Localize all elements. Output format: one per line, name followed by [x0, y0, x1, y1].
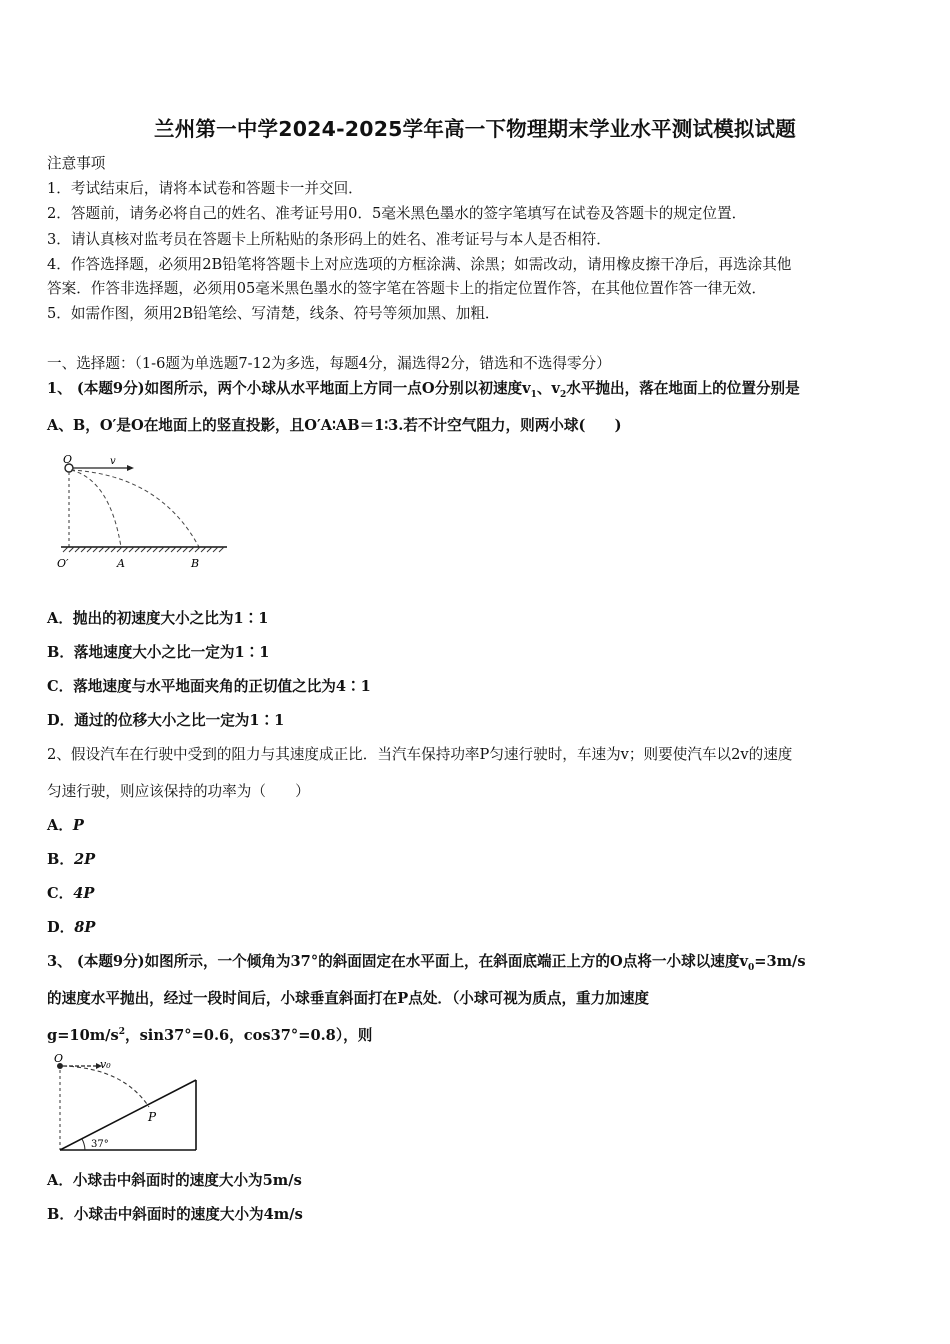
angle-arc [82, 1139, 85, 1150]
q3-sup-2: 2 [118, 1027, 125, 1038]
q2-option-d-label: D． [47, 919, 75, 936]
notice-item-3: 3．请认真核对监考员在答题卡上所粘贴的条形码上的姓名、准考证号与本人是否相符． [47, 231, 611, 248]
notice-item-1: 1．考试结束后，请将本试卷和答题卡一并交回． [47, 180, 363, 197]
q3-stem-line2: 的速度水平抛出，经过一段时间后，小球垂直斜面打在P点处．（小球可视为质点，重力加速度 [47, 990, 650, 1007]
q3-text-a: 3、 (本题9分)如图所示，一个倾角为37°的斜面固定在水平面上，在斜面底端正上方的O点将一小球以速度v [47, 953, 748, 970]
velocity-arrowhead [127, 465, 134, 471]
q3-text-c: g=10m/s [47, 1027, 119, 1044]
q2-option-b [47, 848, 95, 869]
label-angle: 37° [91, 1139, 109, 1150]
q1-stem-line1 [47, 377, 800, 400]
notice-item-5: 5．如需作图，须用2B铅笔绘、写清楚，线条、符号等须加黑、加粗． [47, 305, 500, 322]
trajectory [63, 1066, 149, 1107]
q3-text-b: =3m/s [754, 953, 806, 970]
q1-text-c: 水平抛出，落在地面上的位置分别是 [566, 380, 800, 397]
q3-sub-0: 0 [747, 962, 755, 973]
q3-stem-line1 [47, 950, 806, 973]
q2-option-a-label: A． [47, 817, 73, 834]
q3-option-a: A．小球击中斜面时的速度大小为5m/s [47, 1172, 302, 1189]
q1-text-b: 、v [536, 380, 560, 397]
q3-option-b: B．小球击中斜面时的速度大小为4m/s [47, 1206, 303, 1223]
notice-item-4: 4．作答选择题，必须用2B铅笔将答题卡上对应选项的方框涂满、涂黑；如需改动，请用橡皮擦干净后，再选涂其他 [47, 256, 792, 273]
label-o-prime: O′ [57, 557, 69, 570]
label-o: O [54, 1052, 64, 1065]
q1-stem-line2: A、B，O′是O在地面上的竖直投影，且O′A∶AB＝1∶3.若不计空气阻力，则两小球( ) [47, 417, 622, 434]
q2-option-c-value: 4P [73, 885, 95, 902]
q2-option-a [47, 814, 84, 835]
q2-stem-line2: 匀速行驶，则应该保持的功率为（ ） [47, 783, 310, 800]
label-b: B [191, 557, 200, 570]
q2-option-b-label: B． [47, 851, 74, 868]
label-v0: v₀ [100, 1058, 111, 1071]
notice-item-2: 2．答题前，请务必将自己的姓名、准考证号用0．5毫米黑色墨水的签字笔填写在试卷及答题卡的规定位置． [47, 205, 747, 222]
q2-stem-line1: 2、假设汽车在行驶中受到的阻力与其速度成正比．当汽车保持功率P匀速行驶时，车速为v；则要使汽车以2v的速度 [47, 746, 793, 763]
q1-option-d: D．通过的位移大小之比一定为1∶1 [47, 712, 285, 729]
q2-option-d-value: 8P [74, 919, 96, 936]
label-v: v [110, 456, 116, 467]
q2-option-c [47, 882, 94, 903]
trajectory-b [71, 470, 199, 547]
q1-option-c: C．落地速度与水平地面夹角的正切值之比为4∶1 [47, 678, 371, 695]
q1-option-b: B．落地速度大小之比一定为1∶1 [47, 644, 270, 661]
page-title: 兰州第一中学2024-2025学年高一下物理期末学业水平测试模拟试题 [154, 117, 796, 141]
q1-option-a: A．抛出的初速度大小之比为1∶1 [47, 610, 269, 627]
q3-stem-line3 [47, 1024, 372, 1045]
q2-option-b-value: 2P [73, 851, 96, 868]
q2-option-d [47, 916, 95, 937]
q1-sub-1: 1 [530, 389, 537, 400]
label-o: O [63, 453, 73, 466]
q2-option-a-value: P [72, 817, 84, 834]
q2-option-c-label: C． [47, 885, 74, 902]
section-heading: 一、选择题：（1-6题为单选题7-12为多选，每题4分，漏选得2分，错选和不选得零分） [47, 355, 611, 372]
q1-sub-2: 2 [559, 389, 567, 400]
notice-heading: 注意事项 [47, 155, 106, 172]
q1-figure [55, 450, 235, 575]
label-a: A [117, 557, 125, 570]
q3-text-d: ，sin37°=0.6，cos37°=0.8），则 [125, 1027, 373, 1044]
q3-figure [45, 1052, 210, 1156]
label-p: P [148, 1110, 157, 1124]
trajectory-a [71, 470, 121, 547]
notice-item-4-cont: 答案．作答非选择题，必须用05毫米黑色墨水的签字笔在答题卡上的指定位置作答，在其他位置作答一律无效． [47, 280, 767, 297]
incline-surface [60, 1080, 196, 1150]
q1-text-a: 1、 (本题9分)如图所示，两个小球从水平地面上方同一点O分别以初速度v [47, 380, 531, 397]
